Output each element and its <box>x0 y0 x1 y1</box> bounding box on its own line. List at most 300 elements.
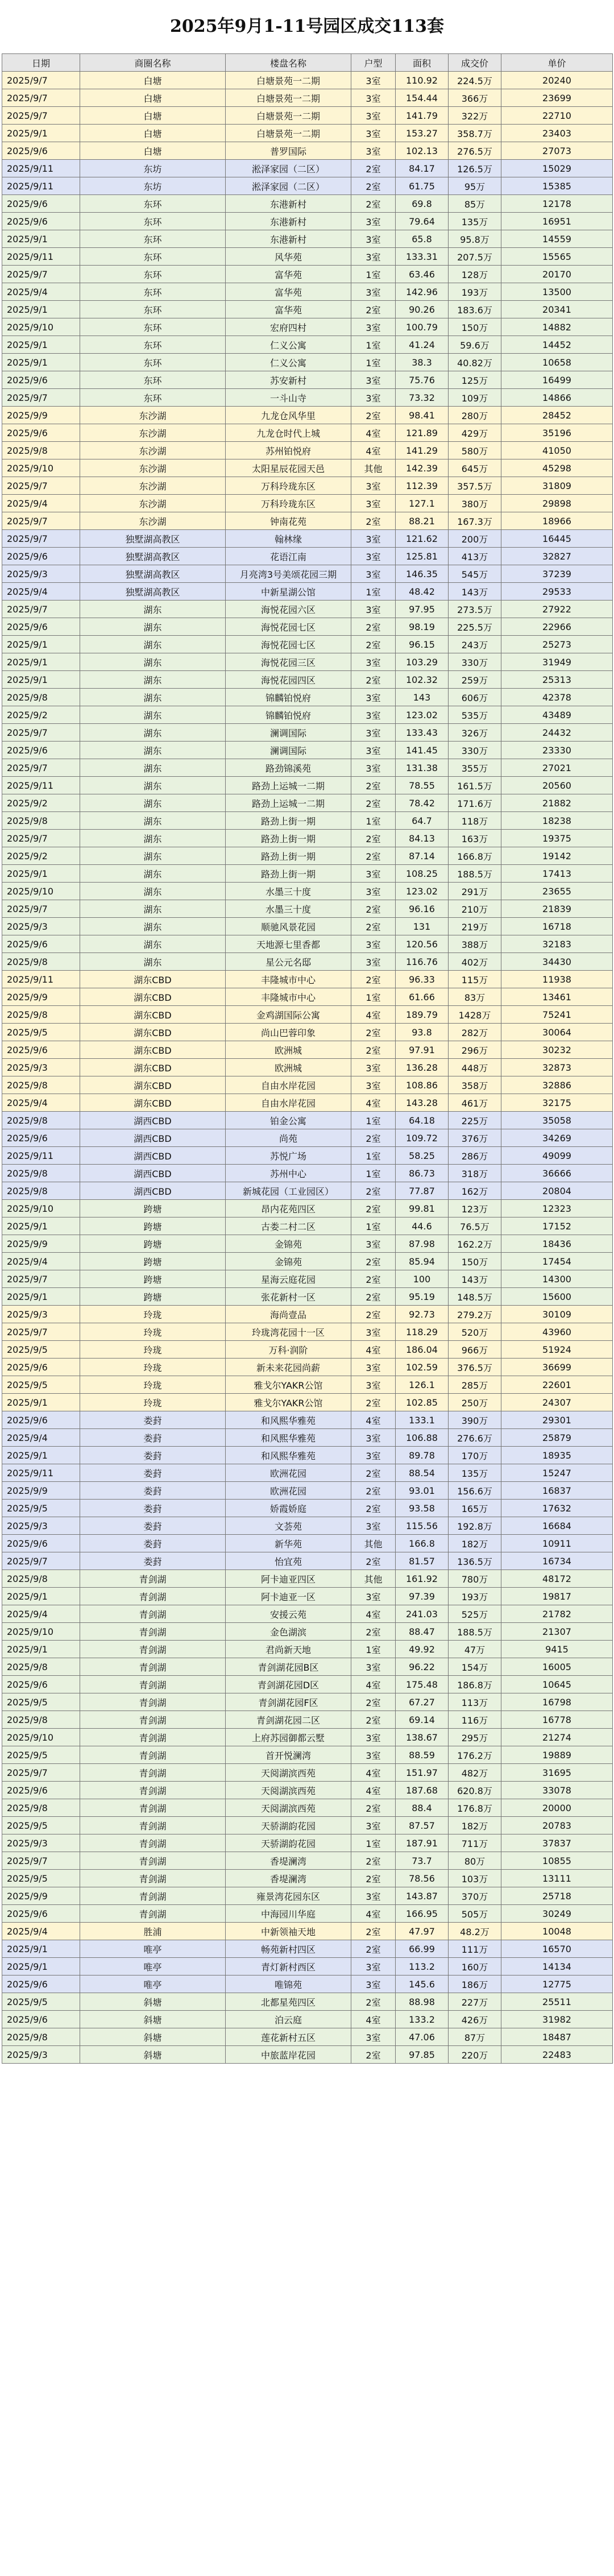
cell-date: 2025/9/11 <box>2 777 80 794</box>
cell-size: 138.67 <box>396 1729 449 1746</box>
cell-size: 106.88 <box>396 1429 449 1447</box>
cell-project: 路劲上街一期 <box>226 865 351 883</box>
cell-unit-price: 14559 <box>501 230 613 248</box>
cell-price: 358.7万 <box>449 125 501 142</box>
cell-price: 220万 <box>449 2046 501 2064</box>
cell-date: 2025/9/9 <box>2 1887 80 1905</box>
cell-size: 143 <box>396 689 449 706</box>
cell-layout: 2室 <box>351 1799 396 1817</box>
cell-project: 丰隆城市中心 <box>226 971 351 988</box>
cell-unit-price: 18436 <box>501 1235 613 1253</box>
cell-project: 尚苑 <box>226 1129 351 1147</box>
table-row <box>2 1729 613 1746</box>
cell-unit-price: 43489 <box>501 706 613 724</box>
table-row <box>2 230 613 248</box>
cell-size: 49.92 <box>396 1641 449 1658</box>
cell-layout: 2室 <box>351 618 396 636</box>
cell-price: 1428万 <box>449 1006 501 1024</box>
cell-area: 东环 <box>80 336 226 354</box>
cell-size: 87.98 <box>396 1235 449 1253</box>
cell-date: 2025/9/1 <box>2 671 80 689</box>
cell-size: 108.86 <box>396 1076 449 1094</box>
cell-unit-price: 41050 <box>501 442 613 459</box>
cell-area: 湖东 <box>80 653 226 671</box>
cell-size: 99.81 <box>396 1200 449 1217</box>
table-row <box>2 389 613 407</box>
cell-layout: 3室 <box>351 1976 396 1993</box>
cell-size: 187.91 <box>396 1834 449 1852</box>
cell-project: 钟南花苑 <box>226 512 351 530</box>
cell-unit-price: 16570 <box>501 1940 613 1958</box>
cell-area: 娄葑 <box>80 1429 226 1447</box>
table-row <box>2 636 613 653</box>
cell-date: 2025/9/8 <box>2 1182 80 1200</box>
cell-unit-price: 12178 <box>501 195 613 213</box>
cell-area: 胜浦 <box>80 1923 226 1940</box>
cell-project: 月亮湾3号美颂花园三期 <box>226 565 351 583</box>
cell-area: 青剑湖 <box>80 1870 226 1887</box>
col-header-date: 日期 <box>2 54 80 72</box>
cell-area: 青剑湖 <box>80 1834 226 1852</box>
cell-date: 2025/9/8 <box>2 812 80 830</box>
cell-area: 娄葑 <box>80 1482 226 1500</box>
cell-price: 376.5万 <box>449 1359 501 1376</box>
cell-area: 青剑湖 <box>80 1817 226 1834</box>
cell-price: 227万 <box>449 1993 501 2011</box>
table-row <box>2 495 613 512</box>
cell-date: 2025/9/6 <box>2 1782 80 1799</box>
cell-size: 87.14 <box>396 847 449 865</box>
cell-date: 2025/9/1 <box>2 230 80 248</box>
cell-layout: 3室 <box>351 495 396 512</box>
table-row <box>2 1323 613 1341</box>
cell-size: 73.7 <box>396 1852 449 1870</box>
cell-layout: 4室 <box>351 1764 396 1782</box>
cell-layout: 2室 <box>351 1394 396 1411</box>
cell-date: 2025/9/5 <box>2 1993 80 2011</box>
cell-unit-price: 19817 <box>501 1588 613 1605</box>
cell-price: 48.2万 <box>449 1923 501 1940</box>
table-row <box>2 195 613 213</box>
table-row <box>2 1535 613 1552</box>
cell-date: 2025/9/7 <box>2 477 80 495</box>
cell-project: 仁义公寓 <box>226 336 351 354</box>
cell-price: 259万 <box>449 671 501 689</box>
cell-unit-price: 15600 <box>501 1288 613 1306</box>
cell-size: 118.29 <box>396 1323 449 1341</box>
table-row <box>2 1852 613 1870</box>
cell-layout: 3室 <box>351 213 396 230</box>
cell-price: 380万 <box>449 495 501 512</box>
cell-area: 玲珑 <box>80 1341 226 1359</box>
cell-unit-price: 25718 <box>501 1887 613 1905</box>
cell-area: 东环 <box>80 230 226 248</box>
cell-layout: 3室 <box>351 1059 396 1076</box>
cell-layout: 3室 <box>351 318 396 336</box>
cell-layout: 4室 <box>351 1676 396 1693</box>
cell-project: 白塘景苑一二期 <box>226 125 351 142</box>
cell-price: 210万 <box>449 900 501 918</box>
cell-unit-price: 14866 <box>501 389 613 407</box>
cell-layout: 4室 <box>351 1905 396 1923</box>
table-row <box>2 847 613 865</box>
cell-area: 跨塘 <box>80 1270 226 1288</box>
cell-date: 2025/9/1 <box>2 865 80 883</box>
cell-project: 雅戈尔YAKR公馆 <box>226 1376 351 1394</box>
table-row <box>2 213 613 230</box>
cell-size: 136.28 <box>396 1059 449 1076</box>
table-row <box>2 1834 613 1852</box>
cell-price: 282万 <box>449 1024 501 1041</box>
cell-size: 86.73 <box>396 1165 449 1182</box>
cell-project: 天阅湖滨西苑 <box>226 1764 351 1782</box>
table-row <box>2 1570 613 1588</box>
cell-layout: 3室 <box>351 565 396 583</box>
cell-price: 448万 <box>449 1059 501 1076</box>
cell-layout: 3室 <box>351 1429 396 1447</box>
cell-area: 东环 <box>80 371 226 389</box>
cell-layout: 其他 <box>351 1570 396 1588</box>
cell-area: 东环 <box>80 248 226 266</box>
cell-date: 2025/9/4 <box>2 583 80 600</box>
cell-date: 2025/9/6 <box>2 1129 80 1147</box>
cell-area: 湖东CBD <box>80 971 226 988</box>
cell-unit-price: 13111 <box>501 1870 613 1887</box>
cell-unit-price: 30232 <box>501 1041 613 1059</box>
table-row <box>2 1464 613 1482</box>
cell-size: 73.32 <box>396 389 449 407</box>
cell-size: 88.47 <box>396 1623 449 1641</box>
cell-unit-price: 34430 <box>501 953 613 971</box>
cell-project: 中海园川华庭 <box>226 1905 351 1923</box>
table-body <box>2 72 613 2064</box>
table-row <box>2 2046 613 2064</box>
cell-area: 斜塘 <box>80 2011 226 2028</box>
cell-area: 湖西CBD <box>80 1129 226 1147</box>
cell-project: 东港新村 <box>226 230 351 248</box>
table-row <box>2 742 613 759</box>
cell-layout: 2室 <box>351 671 396 689</box>
cell-layout: 1室 <box>351 1217 396 1235</box>
cell-date: 2025/9/4 <box>2 495 80 512</box>
col-header-unit-price: 单价 <box>501 54 613 72</box>
cell-area: 湖东 <box>80 935 226 953</box>
cell-layout: 2室 <box>351 1482 396 1500</box>
table-row <box>2 618 613 636</box>
cell-project: 中旅蓝岸花园 <box>226 2046 351 2064</box>
cell-project: 澜调国际 <box>226 742 351 759</box>
cell-unit-price: 19375 <box>501 830 613 847</box>
cell-size: 38.3 <box>396 354 449 371</box>
cell-price: 183.6万 <box>449 301 501 318</box>
cell-size: 116.76 <box>396 953 449 971</box>
cell-layout: 2室 <box>351 1940 396 1958</box>
cell-size: 143.28 <box>396 1094 449 1112</box>
table-row <box>2 1552 613 1570</box>
cell-project: 富华苑 <box>226 283 351 301</box>
cell-size: 133.1 <box>396 1411 449 1429</box>
cell-size: 96.22 <box>396 1658 449 1676</box>
cell-size: 102.59 <box>396 1359 449 1376</box>
cell-date: 2025/9/7 <box>2 389 80 407</box>
cell-area: 东环 <box>80 354 226 371</box>
cell-unit-price: 27021 <box>501 759 613 777</box>
cell-price: 535万 <box>449 706 501 724</box>
cell-project: 翰林缘 <box>226 530 351 548</box>
cell-unit-price: 24307 <box>501 1394 613 1411</box>
cell-project: 万科·润阶 <box>226 1341 351 1359</box>
cell-date: 2025/9/1 <box>2 1958 80 1976</box>
cell-unit-price: 32886 <box>501 1076 613 1094</box>
cell-project: 阿卡迪亚四区 <box>226 1570 351 1588</box>
table-row <box>2 1923 613 1940</box>
cell-area: 跨塘 <box>80 1217 226 1235</box>
cell-project: 欧洲花园 <box>226 1464 351 1482</box>
cell-project: 东港新村 <box>226 213 351 230</box>
cell-layout: 3室 <box>351 653 396 671</box>
table-row <box>2 988 613 1006</box>
table-row <box>2 1588 613 1605</box>
cell-unit-price: 16684 <box>501 1517 613 1535</box>
cell-project: 玲珑湾花园十一区 <box>226 1323 351 1341</box>
cell-area: 东环 <box>80 318 226 336</box>
cell-date: 2025/9/7 <box>2 1323 80 1341</box>
cell-layout: 2室 <box>351 1623 396 1641</box>
table-row <box>2 1976 613 1993</box>
cell-layout: 3室 <box>351 389 396 407</box>
cell-project: 新未来花园尚薪 <box>226 1359 351 1376</box>
cell-area: 娄葑 <box>80 1517 226 1535</box>
cell-unit-price: 13461 <box>501 988 613 1006</box>
cell-size: 66.99 <box>396 1940 449 1958</box>
cell-project: 普罗国际 <box>226 142 351 160</box>
cell-unit-price: 18487 <box>501 2028 613 2046</box>
table-row <box>2 918 613 935</box>
cell-size: 175.48 <box>396 1676 449 1693</box>
cell-size: 120.56 <box>396 935 449 953</box>
cell-layout: 2室 <box>351 1129 396 1147</box>
cell-size: 103.29 <box>396 653 449 671</box>
table-row <box>2 706 613 724</box>
cell-unit-price: 12775 <box>501 1976 613 1993</box>
cell-size: 187.68 <box>396 1782 449 1799</box>
table-row <box>2 1059 613 1076</box>
cell-size: 161.92 <box>396 1570 449 1588</box>
cell-unit-price: 10645 <box>501 1676 613 1693</box>
cell-area: 青剑湖 <box>80 1623 226 1641</box>
cell-area: 湖东 <box>80 618 226 636</box>
cell-area: 湖东CBD <box>80 1059 226 1076</box>
cell-layout: 2室 <box>351 160 396 177</box>
table-row <box>2 1447 613 1464</box>
cell-unit-price: 20783 <box>501 1817 613 1834</box>
table-row <box>2 407 613 424</box>
cell-date: 2025/9/7 <box>2 1270 80 1288</box>
cell-unit-price: 10048 <box>501 1923 613 1940</box>
cell-price: 322万 <box>449 107 501 125</box>
cell-layout: 1室 <box>351 1834 396 1852</box>
cell-layout: 2室 <box>351 830 396 847</box>
sales-table <box>2 53 613 2064</box>
cell-date: 2025/9/6 <box>2 371 80 389</box>
cell-area: 湖东CBD <box>80 988 226 1006</box>
table-row <box>2 266 613 283</box>
cell-layout: 1室 <box>351 336 396 354</box>
cell-price: 219万 <box>449 918 501 935</box>
cell-date: 2025/9/3 <box>2 565 80 583</box>
cell-area: 湖东CBD <box>80 1006 226 1024</box>
cell-project: 路劲上运城一二期 <box>226 777 351 794</box>
cell-size: 133.2 <box>396 2011 449 2028</box>
cell-unit-price: 20240 <box>501 72 613 89</box>
cell-date: 2025/9/7 <box>2 900 80 918</box>
table-row <box>2 1676 613 1693</box>
cell-date: 2025/9/7 <box>2 600 80 618</box>
col-header-price: 成交价 <box>449 54 501 72</box>
table-row <box>2 935 613 953</box>
cell-area: 青剑湖 <box>80 1782 226 1799</box>
cell-price: 357.5万 <box>449 477 501 495</box>
cell-area: 湖东CBD <box>80 1076 226 1094</box>
cell-price: 166.8万 <box>449 847 501 865</box>
cell-unit-price: 31809 <box>501 477 613 495</box>
table-row <box>2 953 613 971</box>
cell-area: 玲珑 <box>80 1359 226 1376</box>
cell-layout: 3室 <box>351 1376 396 1394</box>
cell-unit-price: 15385 <box>501 177 613 195</box>
cell-date: 2025/9/4 <box>2 1253 80 1270</box>
cell-area: 湖东 <box>80 847 226 865</box>
table-row <box>2 1024 613 1041</box>
cell-date: 2025/9/1 <box>2 1940 80 1958</box>
cell-size: 85.94 <box>396 1253 449 1270</box>
table-row <box>2 1905 613 1923</box>
cell-unit-price: 16445 <box>501 530 613 548</box>
cell-size: 97.39 <box>396 1588 449 1605</box>
cell-unit-price: 42378 <box>501 689 613 706</box>
cell-unit-price: 16951 <box>501 213 613 230</box>
cell-unit-price: 19142 <box>501 847 613 865</box>
cell-size: 142.39 <box>396 459 449 477</box>
cell-size: 145.6 <box>396 1976 449 1993</box>
cell-unit-price: 32183 <box>501 935 613 953</box>
cell-area: 东环 <box>80 301 226 318</box>
cell-project: 海悦花园六区 <box>226 600 351 618</box>
cell-price: 330万 <box>449 742 501 759</box>
cell-price: 645万 <box>449 459 501 477</box>
cell-project: 万科玲珑东区 <box>226 477 351 495</box>
cell-date: 2025/9/7 <box>2 107 80 125</box>
table-row <box>2 1253 613 1270</box>
cell-unit-price: 36699 <box>501 1359 613 1376</box>
cell-size: 93.58 <box>396 1500 449 1517</box>
cell-project: 和风熙华雅苑 <box>226 1411 351 1429</box>
cell-unit-price: 20804 <box>501 1182 613 1200</box>
cell-price: 193万 <box>449 283 501 301</box>
cell-size: 108.25 <box>396 865 449 883</box>
cell-date: 2025/9/3 <box>2 1517 80 1535</box>
cell-price: 358万 <box>449 1076 501 1094</box>
cell-date: 2025/9/9 <box>2 1235 80 1253</box>
cell-date: 2025/9/8 <box>2 1711 80 1729</box>
cell-date: 2025/9/1 <box>2 1288 80 1306</box>
cell-size: 109.72 <box>396 1129 449 1147</box>
cell-area: 湖东 <box>80 900 226 918</box>
cell-layout: 1室 <box>351 266 396 283</box>
cell-project: 水墨三十度 <box>226 883 351 900</box>
cell-date: 2025/9/4 <box>2 1429 80 1447</box>
cell-price: 188.5万 <box>449 865 501 883</box>
table-row <box>2 883 613 900</box>
cell-size: 89.78 <box>396 1447 449 1464</box>
cell-unit-price: 20560 <box>501 777 613 794</box>
cell-size: 92.73 <box>396 1306 449 1323</box>
cell-price: 186.8万 <box>449 1676 501 1693</box>
table-row <box>2 1993 613 2011</box>
cell-project: 太阳星辰花园天邑 <box>226 459 351 477</box>
cell-price: 176.8万 <box>449 1799 501 1817</box>
cell-size: 93.8 <box>396 1024 449 1041</box>
cell-project: 天骄湖韵花园 <box>226 1817 351 1834</box>
cell-area: 斜塘 <box>80 1993 226 2011</box>
cell-unit-price: 29898 <box>501 495 613 512</box>
cell-project: 路劲上街一期 <box>226 847 351 865</box>
cell-project: 顺驰风景花园 <box>226 918 351 935</box>
cell-layout: 3室 <box>351 248 396 266</box>
cell-price: 286万 <box>449 1147 501 1165</box>
cell-area: 青剑湖 <box>80 1641 226 1658</box>
cell-date: 2025/9/8 <box>2 953 80 971</box>
cell-area: 青剑湖 <box>80 1570 226 1588</box>
cell-size: 93.01 <box>396 1482 449 1500</box>
table-row <box>2 283 613 301</box>
table-row <box>2 1270 613 1288</box>
cell-layout: 3室 <box>351 1323 396 1341</box>
cell-unit-price: 25511 <box>501 1993 613 2011</box>
cell-layout: 3室 <box>351 1588 396 1605</box>
cell-date: 2025/9/11 <box>2 177 80 195</box>
cell-price: 200万 <box>449 530 501 548</box>
table-row <box>2 1129 613 1147</box>
cell-price: 135万 <box>449 1464 501 1482</box>
cell-date: 2025/9/2 <box>2 706 80 724</box>
cell-price: 118万 <box>449 812 501 830</box>
cell-unit-price: 21782 <box>501 1605 613 1623</box>
cell-unit-price: 51924 <box>501 1341 613 1359</box>
table-row <box>2 1006 613 1024</box>
cell-area: 东环 <box>80 213 226 230</box>
cell-project: 白塘景苑一二期 <box>226 107 351 125</box>
cell-size: 102.32 <box>396 671 449 689</box>
cell-layout: 2室 <box>351 1464 396 1482</box>
cell-layout: 3室 <box>351 72 396 89</box>
cell-layout: 3室 <box>351 1076 396 1094</box>
table-header-row <box>2 54 613 72</box>
cell-date: 2025/9/6 <box>2 935 80 953</box>
table-row <box>2 1182 613 1200</box>
cell-area: 唯亭 <box>80 1976 226 1993</box>
cell-area: 独墅湖高教区 <box>80 530 226 548</box>
cell-date: 2025/9/7 <box>2 89 80 107</box>
table-row <box>2 565 613 583</box>
cell-date: 2025/9/3 <box>2 1834 80 1852</box>
cell-project: 东港新村 <box>226 195 351 213</box>
cell-area: 湖东 <box>80 794 226 812</box>
table-row <box>2 512 613 530</box>
cell-area: 青剑湖 <box>80 1693 226 1711</box>
table-row <box>2 1376 613 1394</box>
cell-date: 2025/9/9 <box>2 407 80 424</box>
